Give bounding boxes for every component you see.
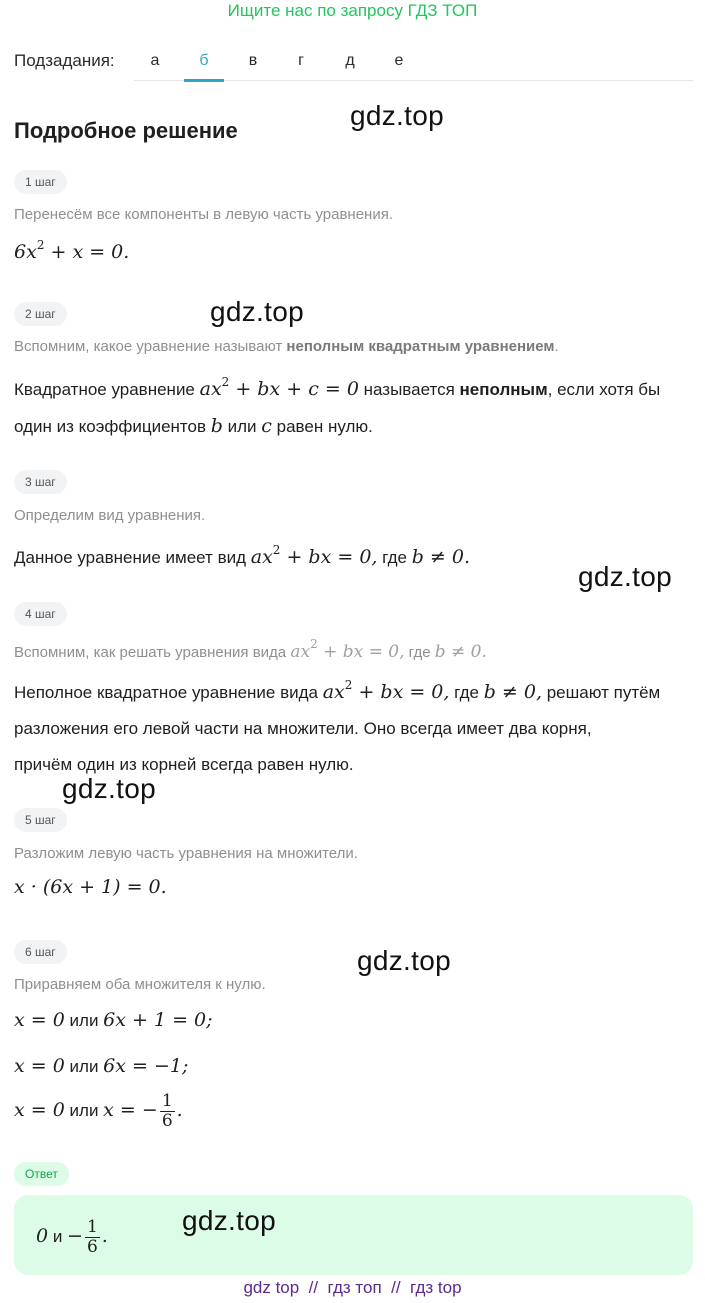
tab-b[interactable]: б xyxy=(184,44,224,82)
search-banner: Ищите нас по запросу ГДЗ ТОП xyxy=(227,1,478,20)
tab-e[interactable]: е xyxy=(394,52,404,69)
watermark: gdz.top xyxy=(350,100,444,131)
footer-links[interactable]: gdz top // гдз топ // гдз top xyxy=(243,1278,462,1297)
tab-g[interactable]: г xyxy=(298,52,304,69)
step-hint: Вспомним, как решать уравнения вида $ax^2$ + bx = 0, где b ≠ 0. xyxy=(14,637,487,662)
step-badge: 3 шаг xyxy=(14,470,67,494)
step-hint: Разложим левую часть уравнения на множители. xyxy=(14,845,358,862)
subtasks-tabs xyxy=(134,44,693,81)
step-text: Неполное квадратное уравнение вида $ax^2$ + bx = 0, где b ≠ 0, решают путём разложения его левой части на множители. Оно всегда имеет два корня, причём один из корней всегда равен нулю. xyxy=(14,678,661,774)
step-equation: x = 0 или x = − $\frac{1}{6}$ . xyxy=(14,1091,183,1132)
step-text: Квадратное уравнение $ax^2$ + bx + c = 0 называется неполным, если хотя бы один из коэффициентов b или c равен нулю. xyxy=(14,375,661,437)
step-badge: 6 шаг xyxy=(14,940,67,964)
step-text: Данное уравнение имеет вид $ax^2$ + bx = 0, где b ≠ 0. xyxy=(14,543,471,568)
step-badge: 5 шаг xyxy=(14,808,67,832)
watermark: gdz.top xyxy=(62,773,156,804)
watermark: gdz.top xyxy=(182,1205,276,1236)
subtasks-label: Подзадания: xyxy=(14,51,115,70)
step-hint: Вспомним, какое уравнение называют неполным квадратным уравнением. xyxy=(14,338,559,355)
tab-a[interactable]: а xyxy=(150,52,160,69)
step-equation: x = 0 или 6x + 1 = 0; xyxy=(14,1009,213,1031)
answer-value: 0 и − $\frac{1}{6}$ . xyxy=(36,1217,108,1258)
tab-d[interactable]: д xyxy=(345,52,355,69)
watermark: gdz.top xyxy=(357,945,451,976)
watermark: gdz.top xyxy=(578,561,672,592)
page-title: Подробное решение xyxy=(14,118,238,143)
step-hint: Определим вид уравнения. xyxy=(14,507,206,524)
watermark: gdz.top xyxy=(210,296,304,327)
step-badge: 2 шаг xyxy=(14,302,67,326)
step-equation: $6x^2 + x = 0$. xyxy=(14,238,130,263)
step-equation: x = 0 или 6x = −1; xyxy=(14,1055,189,1077)
step-hint: Приравняем оба множителя к нулю. xyxy=(14,976,266,993)
tab-v[interactable]: в xyxy=(248,52,258,69)
answer-badge: Ответ xyxy=(14,1162,69,1186)
step-badge: 4 шаг xyxy=(14,602,67,626)
step-badge: 1 шаг xyxy=(14,170,67,194)
fraction: $\frac{1}{6}$ xyxy=(161,1091,173,1132)
step-hint: Перенесём все компоненты в левую часть уравнения. xyxy=(14,206,394,223)
step-equation: x · (6x + 1) = 0. xyxy=(14,876,167,898)
fraction: $\frac{1}{6}$ xyxy=(86,1217,98,1258)
